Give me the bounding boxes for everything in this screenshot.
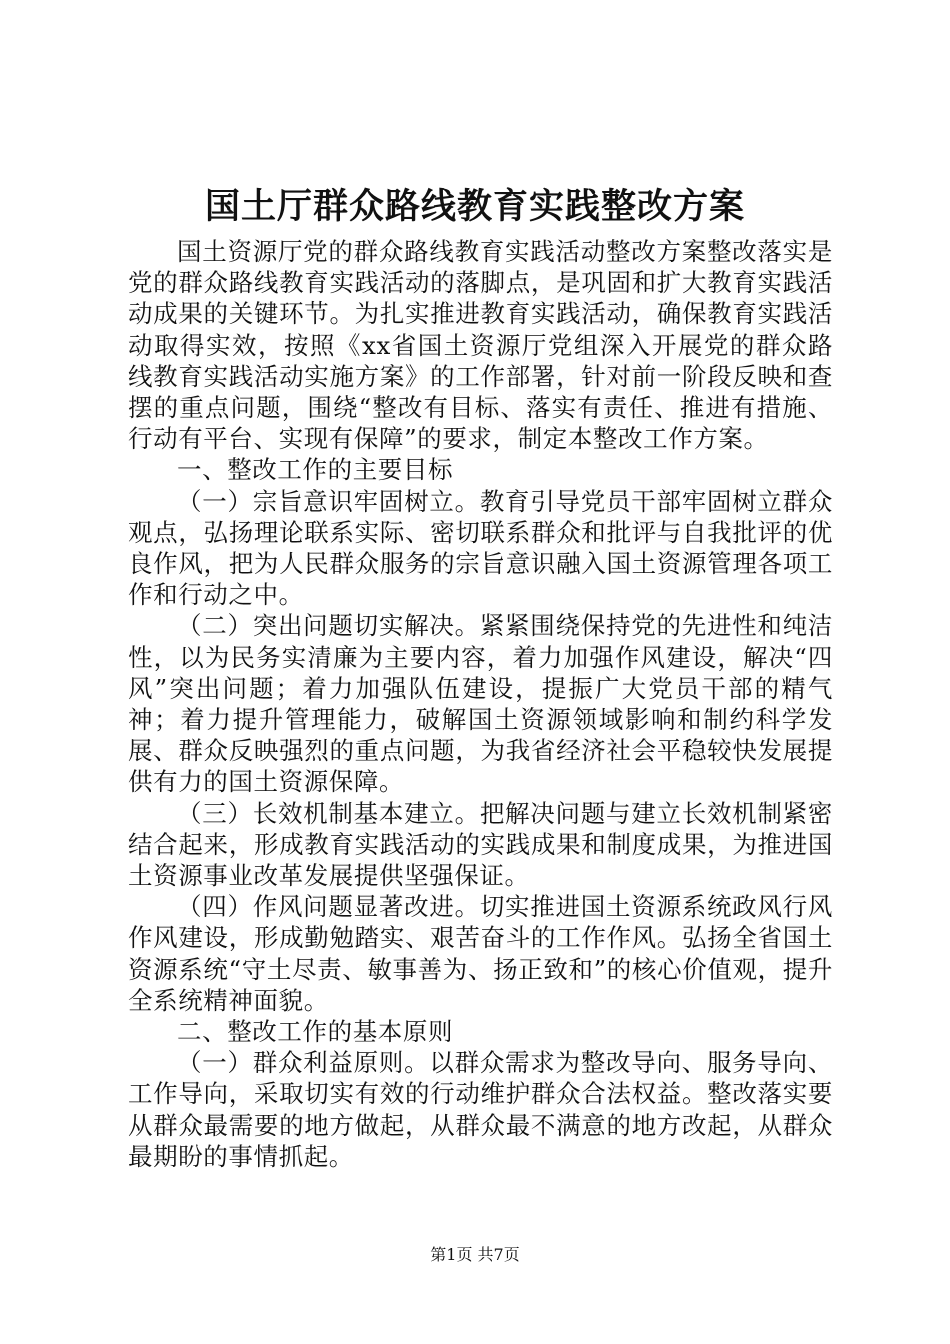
page-footer: 第1页 共7页: [430, 1245, 520, 1264]
section-heading-2: 二、整改工作的基本原则: [177, 1017, 454, 1047]
principle-paragraph-1: （一）群众利益原则。以群众需求为整改导向、服务导向、工作导向，采取切实有效的行动维护群众合法权益。整改落实要从群众最需要的地方做起，从群众最不满意的地方改起，从群众最期盼的事情抓起。: [128, 1048, 833, 1171]
goal-paragraph-2: （二）突出问题切实解决。紧紧围绕保持党的先进性和纯洁性，以为民务实清廉为主要内容，着力加强作风建设，解决“四风”突出问题；着力加强队伍建设，提振广大党员干部的精气神；着力提升管理能力，破解国土资源领域影响和制约科学发展、群众反映强烈的重点问题，为我省经济社会平稳较快发展提供有力的国土资源保障。: [128, 611, 833, 797]
goal-paragraph-3: （三）长效机制基本建立。把解决问题与建立长效机制紧密结合起来，形成教育实践活动的实践成果和制度成果，为推进国土资源事业改革发展提供坚强保证。: [128, 798, 833, 891]
goal-paragraph-1: （一）宗旨意识牢固树立。教育引导党员干部牢固树立群众观点，弘扬理论联系实际、密切联系群众和批评与自我批评的优良作风，把为人民群众服务的宗旨意识融入国土资源管理各项工作和行动之中。: [128, 486, 833, 610]
document-title: 国土厅群众路线教育实践整改方案: [204, 186, 745, 227]
section-heading-1: 一、整改工作的主要目标: [177, 455, 454, 485]
goal-paragraph-4: （四）作风问题显著改进。切实推进国土资源系统政风行风作风建设，形成勤勉踏实、艰苦奋斗的工作作风。弘扬全省国土资源系统“守土尽责、敏事善为、扬正致和”的核心价值观，提升全系统精神面貌。: [128, 892, 833, 1015]
document-body: [128, 236, 833, 1172]
intro-paragraph: 国土资源厅党的群众路线教育实践活动整改方案整改落实是党的群众路线教育实践活动的落脚点，是巩固和扩大教育实践活动成果的关键环节。为扎实推进教育实践活动，确保教育实践活动取得实效，按照《xx省国土资源厅党组深入开展党的群众路线教育实践活动实施方案》的工作部署，针对前一阶段反映和查摆的重点问题，围绕“整改有目标、落实有责任、推进有措施、行动有平台、实现有保障”的要求，制定本整改工作方案。: [128, 237, 833, 454]
